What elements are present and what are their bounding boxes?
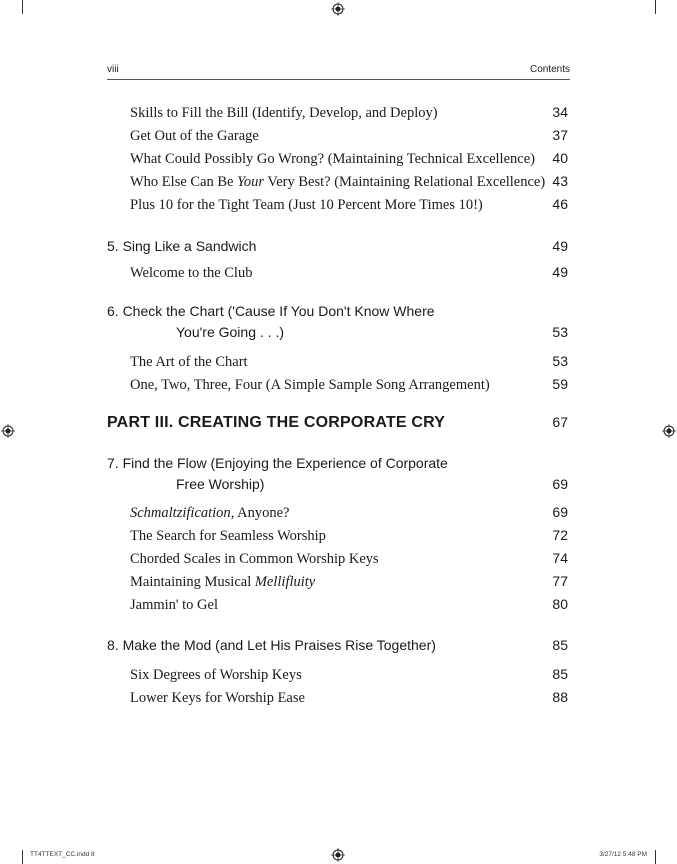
toc-entry-page: 80 bbox=[552, 596, 568, 612]
toc-entry bbox=[130, 504, 568, 522]
toc-entry-page: 34 bbox=[552, 104, 568, 120]
toc-entry-title bbox=[130, 574, 315, 591]
toc-entry-page: 53 bbox=[552, 353, 568, 369]
toc-part-page: 67 bbox=[552, 414, 568, 430]
toc-entry bbox=[130, 353, 568, 371]
toc-entry-title: What Could Possibly Go Wrong? (Maintaining Technical Excellence) bbox=[130, 151, 535, 167]
toc-chapter-title-continued: Free Worship) bbox=[176, 476, 265, 492]
crop-mark-bottom-right bbox=[655, 850, 656, 864]
running-head: Contents bbox=[529, 64, 570, 75]
toc-entry-title-part: Very Best? (Maintaining Relational Excellence) bbox=[264, 174, 546, 190]
toc-entry bbox=[130, 127, 568, 145]
toc-chapter-page: 53 bbox=[552, 324, 568, 340]
toc-entry bbox=[130, 173, 568, 191]
toc-entry bbox=[130, 376, 568, 394]
toc-chapter bbox=[107, 637, 568, 653]
toc-entry bbox=[130, 527, 568, 545]
crop-mark-bottom-left bbox=[22, 850, 23, 864]
toc-part-title: PART III. CREATING THE CORPORATE CRY bbox=[107, 414, 446, 431]
registration-mark-right-icon bbox=[662, 424, 676, 438]
registration-mark-left-icon bbox=[1, 424, 15, 438]
toc-entry-title-part: Who Else Can Be bbox=[130, 174, 238, 190]
toc-entry-page: 37 bbox=[552, 127, 568, 143]
page-folio: viii bbox=[107, 64, 119, 75]
crop-mark-top-left bbox=[22, 0, 23, 14]
toc-entry-page: 77 bbox=[552, 573, 568, 589]
toc-entry-title bbox=[130, 505, 289, 522]
toc-entry bbox=[130, 689, 568, 707]
toc-entry-title: The Art of the Chart bbox=[130, 354, 248, 370]
toc-entry-title-part: , Anyone? bbox=[230, 505, 290, 521]
toc-entry-page: 46 bbox=[552, 196, 568, 212]
toc-entry-title-emphasis: Mellifluity bbox=[254, 574, 316, 590]
toc-part bbox=[107, 414, 568, 432]
toc-entry-title-part: Maintaining Musical bbox=[130, 574, 255, 590]
toc-entry-title: Plus 10 for the Tight Team (Just 10 Percent More Times 10!) bbox=[130, 197, 483, 213]
toc-entry-page: 88 bbox=[552, 689, 568, 705]
toc-chapter-page-row bbox=[107, 324, 568, 340]
crop-mark-top-right bbox=[655, 0, 656, 14]
toc-entry bbox=[130, 573, 568, 591]
toc-chapter-title: 8. Make the Mod (and Let His Praises Rise Together) bbox=[107, 637, 436, 653]
toc-chapter bbox=[107, 455, 568, 471]
toc-entry bbox=[130, 596, 568, 614]
toc-entry-title: One, Two, Three, Four (A Simple Sample Song Arrangement) bbox=[130, 377, 490, 393]
header-rule bbox=[107, 79, 570, 80]
toc-chapter-page: 69 bbox=[552, 476, 568, 492]
toc-entry-title: Get Out of the Garage bbox=[130, 128, 259, 144]
toc-entry-title: The Search for Seamless Worship bbox=[130, 528, 326, 544]
toc-chapter-title: 6. Check the Chart ('Cause If You Don't Know Where bbox=[107, 303, 435, 319]
print-slug-file: TT4TTEXT_CC.indd 8 bbox=[30, 851, 95, 858]
registration-mark-top-icon bbox=[331, 2, 345, 16]
toc-entry bbox=[130, 196, 568, 214]
toc-chapter-page-row bbox=[107, 476, 568, 492]
toc-chapter-page: 49 bbox=[552, 238, 568, 254]
toc-chapter bbox=[107, 238, 568, 254]
toc-entry-title-emphasis: Your bbox=[237, 174, 265, 190]
toc-entry-title-emphasis: Schmaltzification bbox=[130, 505, 231, 521]
toc-entry-page: 59 bbox=[552, 376, 568, 392]
toc-chapter-title: 5. Sing Like a Sandwich bbox=[107, 238, 257, 254]
registration-mark-bottom-icon bbox=[331, 848, 345, 862]
toc-entry-page: 49 bbox=[552, 264, 568, 280]
toc-entry-page: 72 bbox=[552, 527, 568, 543]
toc-entry bbox=[130, 150, 568, 168]
toc-chapter-title-continued: You're Going . . .) bbox=[176, 324, 284, 340]
toc-entry bbox=[130, 264, 568, 282]
toc-entry-page: 40 bbox=[552, 150, 568, 166]
toc-entry-title: Skills to Fill the Bill (Identify, Develop, and Deploy) bbox=[130, 105, 438, 121]
toc-entry-title: Welcome to the Club bbox=[130, 265, 253, 281]
toc-chapter-page: 85 bbox=[552, 637, 568, 653]
toc-entry-page: 43 bbox=[552, 173, 568, 189]
toc-entry-title: Six Degrees of Worship Keys bbox=[130, 667, 302, 683]
print-slug-date: 3/27/12 5:48 PM bbox=[599, 851, 647, 858]
toc-entry bbox=[130, 550, 568, 568]
toc-entry bbox=[130, 666, 568, 684]
toc-entry-title: Lower Keys for Worship Ease bbox=[130, 690, 305, 706]
toc-entry-title: Chorded Scales in Common Worship Keys bbox=[130, 551, 379, 567]
toc-entry bbox=[130, 104, 568, 122]
toc-chapter bbox=[107, 303, 568, 319]
toc-chapter-title: 7. Find the Flow (Enjoying the Experience of Corporate bbox=[107, 455, 448, 471]
toc-entry-page: 85 bbox=[552, 666, 568, 682]
toc-entry-page: 69 bbox=[552, 504, 568, 520]
toc-entry-title: Jammin' to Gel bbox=[130, 597, 218, 613]
toc-entry-title bbox=[130, 174, 545, 191]
toc-entry-page: 74 bbox=[552, 550, 568, 566]
